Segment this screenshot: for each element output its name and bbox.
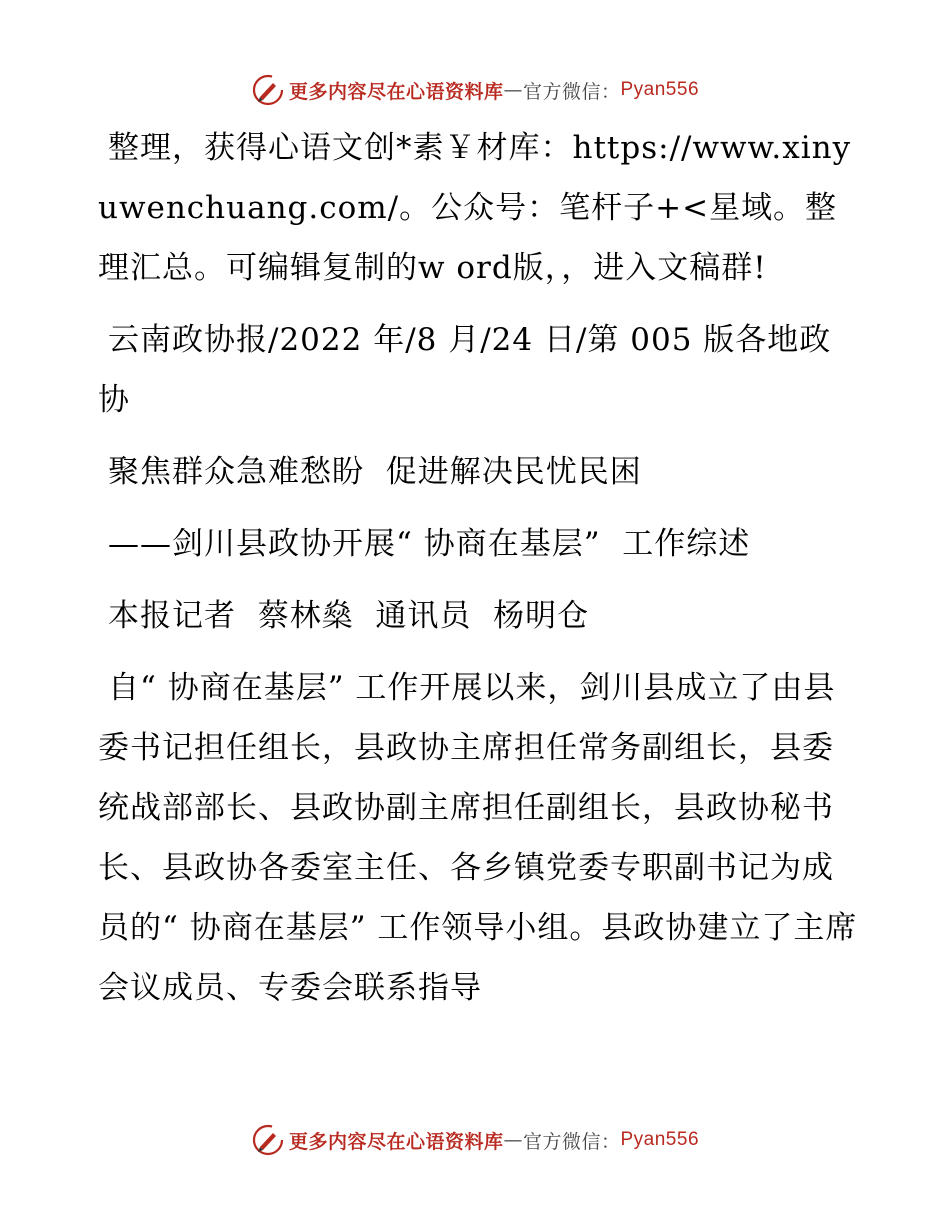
footer-handle: Pyan556 [620,1129,700,1150]
article-headline: 聚焦群众急难愁盼 促进解决民忧民困 [108,454,642,490]
footer-main-text: 更多内容尽在心语资料库 [288,1130,504,1153]
document-body [98,118,858,1030]
footer-label: 官方微信： [522,1130,621,1153]
source-line: 云南政协报/2022 年/8 月/24 日/第 005 版各地政协 [98,322,832,418]
footer-dash: — [503,1129,523,1151]
body-paragraph: 自“ 协商在基层” 工作开展以来，剑川县成立了由县委书记担任组长，县政协主席担任常务副组长，县委统战部部长、县政协副主席担任副组长，县政协秘书长、县政协各委室主任、各乡镇党委专职副书记为成员的“ 协商在基层” 工作领导小组。县政协建立了主席会议成员、专委会联系指导 [98,670,858,1006]
banner-handle: Pyan556 [620,79,700,100]
pen-swirl-logo-icon [251,1123,285,1157]
banner-dash: — [503,79,523,101]
article-subheadline: ——剑川县政协开展“ 协商在基层” 工作综述 [108,526,751,562]
pen-swirl-logo-icon [251,73,285,107]
banner-label: 官方微信： [522,80,621,103]
article-byline: 本报记者 蔡林燊 通讯员 杨明仓 [108,598,590,634]
intro-paragraph: 整理，获得心语文创*素￥材库：https://www.xinyuwenchuang.com/。公众号：笔杆子+<星域。整理汇总。可编辑复制的w ord版，，进入文稿群! [98,130,852,286]
banner-main-text: 更多内容尽在心语资料库 [288,80,504,103]
header-banner [0,70,950,110]
footer-banner [0,1120,950,1160]
